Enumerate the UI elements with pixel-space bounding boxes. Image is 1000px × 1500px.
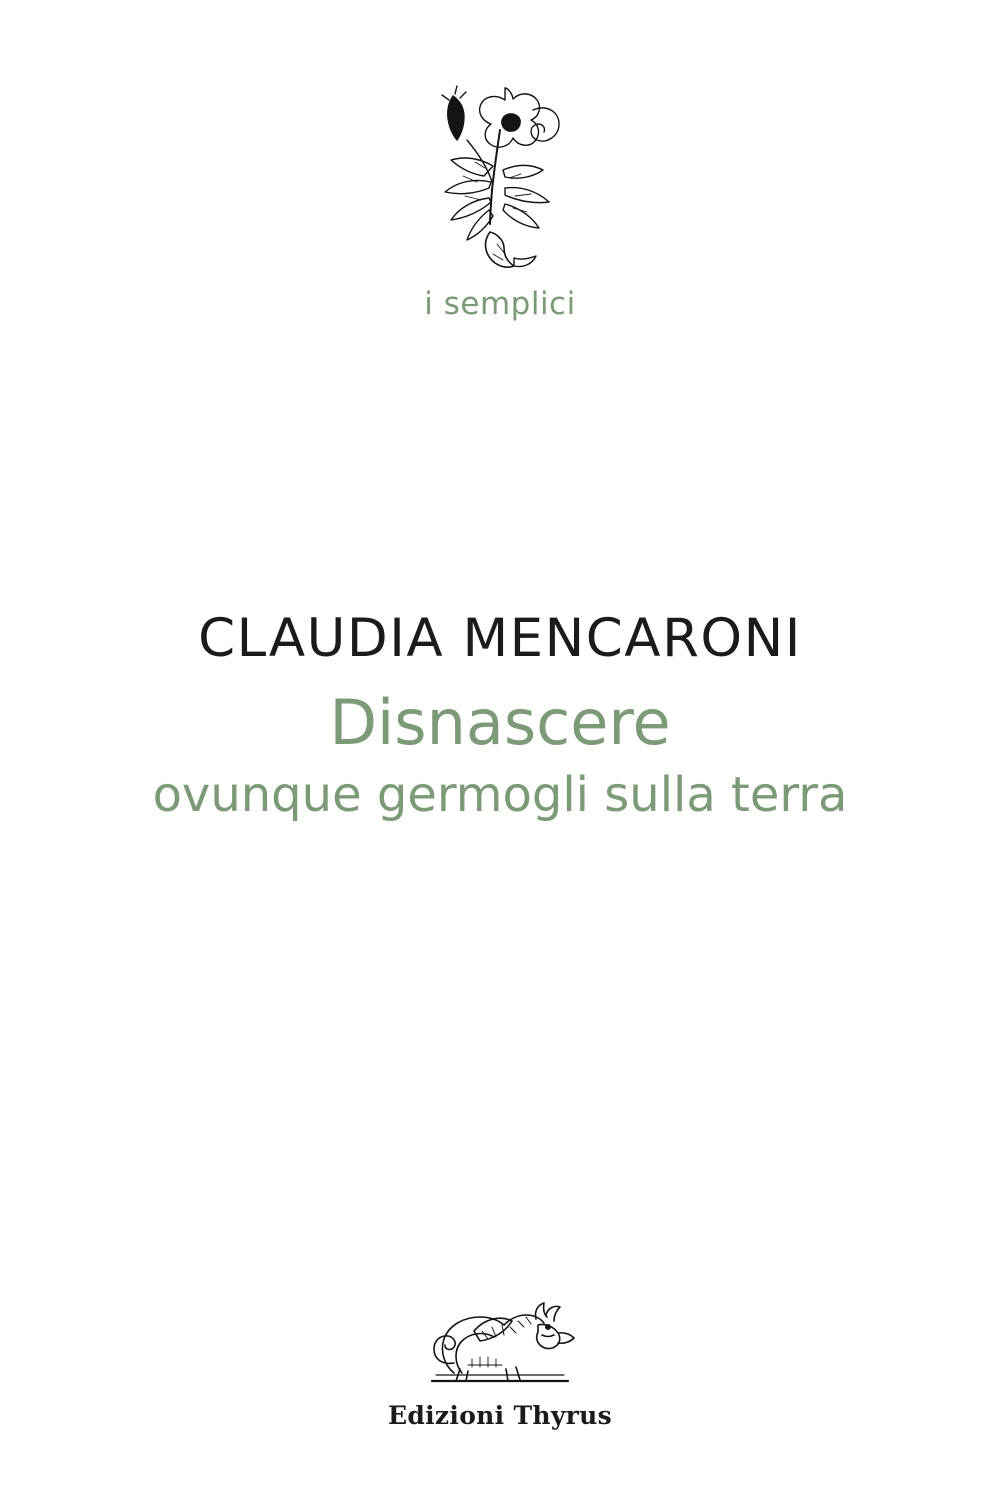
title-block (0, 610, 1000, 822)
series-label: i semplici (424, 286, 576, 322)
publisher-name: Edizioni Thyrus (387, 1401, 612, 1430)
book-title: Disnascere (329, 686, 671, 760)
dragon-woodcut-icon (410, 1277, 590, 1397)
book-subtitle: ovunque germogli sulla terra (152, 767, 848, 824)
publisher-mark (0, 1277, 1000, 1430)
series-mark (0, 70, 1000, 322)
poppy-plant-woodcut-icon (405, 70, 595, 280)
author-name: CLAUDIA MENCARONI (198, 608, 802, 669)
